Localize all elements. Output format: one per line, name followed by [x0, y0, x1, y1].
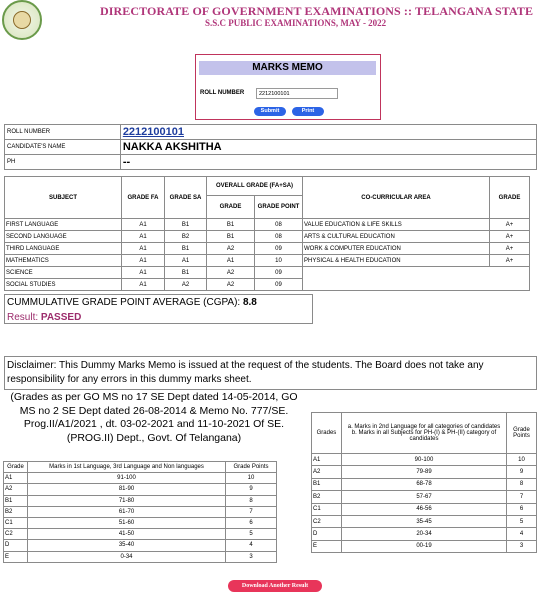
co-area-cell: WORK & COMPUTER EDUCATION: [303, 243, 490, 255]
grade-cell: D: [312, 528, 342, 540]
marks-cell: 79-89: [341, 466, 506, 478]
marks-header-b: b. Marks in all Subjects for PH-(I) & PH-(II) category of candidates: [351, 430, 497, 442]
grade-cell: A2: [207, 279, 255, 291]
points-cell: 8: [226, 495, 277, 506]
grade-table-languages: [3, 461, 277, 563]
point-cell: 09: [255, 279, 303, 291]
grade-cell: E: [312, 540, 342, 552]
subject-cell: SCIENCE: [5, 267, 122, 279]
points-cell: 3: [226, 551, 277, 562]
table-row: [5, 267, 530, 279]
points-cell: 10: [226, 473, 277, 484]
table-row: [5, 243, 530, 255]
fa-cell: A1: [122, 267, 165, 279]
cgpa-result-box: [4, 294, 313, 324]
candidate-info-table: [4, 124, 537, 170]
table-row: [312, 454, 537, 466]
grade-cell: B1: [207, 219, 255, 231]
points-cell: 9: [507, 466, 537, 478]
table-row: [4, 473, 277, 484]
points-cell: 7: [226, 506, 277, 517]
point-cell: 09: [255, 267, 303, 279]
emblem-center: [13, 11, 31, 29]
marks-cell: 51-60: [28, 517, 226, 528]
sa-cell: B1: [165, 267, 207, 279]
sa-cell: A1: [165, 255, 207, 267]
sa-cell: B1: [165, 243, 207, 255]
grade-cell: C2: [4, 529, 28, 540]
subject-cell: MATHEMATICS: [5, 255, 122, 267]
table-row: [312, 478, 537, 490]
cgpa-label: CUMMULATIVE GRADE POINT AVERAGE (CGPA):: [7, 297, 241, 308]
marks-header-a: a. Marks in 2nd Language for all categories of candidates: [347, 424, 501, 430]
co-area-empty-cell: [303, 267, 530, 291]
cgpa-value: 8.8: [242, 297, 257, 308]
grade-cell: B1: [312, 478, 342, 490]
marks-cell: 0-34: [28, 551, 226, 562]
grade-points-header: Grade Points: [226, 462, 277, 473]
subject-cell: THIRD LANGUAGE: [5, 243, 122, 255]
grade-cell: A1: [207, 255, 255, 267]
point-cell: 09: [255, 243, 303, 255]
page-subtitle: S.S.C PUBLIC EXAMINATIONS, MAY - 2022: [205, 18, 387, 28]
subject-header: SUBJECT: [5, 177, 122, 219]
grade-table-second-language: [311, 412, 537, 553]
grade-cell: A2: [312, 466, 342, 478]
marks-cell: 91-100: [28, 473, 226, 484]
ph-label: PH: [5, 155, 121, 170]
table-row: [4, 506, 277, 517]
point-cell: 08: [255, 231, 303, 243]
points-cell: 9: [226, 484, 277, 495]
grade-table-header-row: [312, 413, 537, 454]
co-area-cell: PHYSICAL & HEALTH EDUCATION: [303, 255, 490, 267]
sa-cell: B1: [165, 219, 207, 231]
marks-cell: 57-67: [341, 491, 506, 503]
info-row-roll: [5, 125, 537, 140]
points-cell: 4: [226, 540, 277, 551]
grades-header: Grades: [312, 413, 342, 454]
co-area-cell: VALUE EDUCATION & LIFE SKILLS: [303, 219, 490, 231]
roll-number-label: ROLL NUMBER: [200, 90, 245, 96]
table-row: [4, 495, 277, 506]
co-curricular-header: CO-CURRICULAR AREA: [303, 177, 490, 219]
marks-cell: 35-45: [341, 515, 506, 527]
roll-number-link[interactable]: 2212100101: [122, 126, 184, 138]
grade-cell: A2: [4, 484, 28, 495]
points-cell: 3: [507, 540, 537, 552]
table-row: [312, 466, 537, 478]
marks-cell: 61-70: [28, 506, 226, 517]
subject-cell: SECOND LANGUAGE: [5, 231, 122, 243]
co-grade-cell: A+: [490, 219, 530, 231]
marks-cell: 90-100: [341, 454, 506, 466]
grade-cell: C1: [312, 503, 342, 515]
marks-cell: 35-40: [28, 540, 226, 551]
subject-cell: SOCIAL STUDIES: [5, 279, 122, 291]
marks-memo-form: [195, 54, 381, 120]
marks-cell: 68-78: [341, 478, 506, 490]
grade-table-header-row: [4, 462, 277, 473]
fa-cell: A1: [122, 219, 165, 231]
table-row: [312, 515, 537, 527]
page-title: DIRECTORATE OF GOVERNMENT EXAMINATIONS :: TELANGANA STATE: [100, 4, 534, 18]
grade-cell: C2: [312, 515, 342, 527]
table-row: [5, 231, 530, 243]
info-row-ph: [5, 155, 537, 170]
table-row: [4, 484, 277, 495]
result-label: Result:: [7, 312, 39, 323]
co-grade-cell: A+: [490, 231, 530, 243]
grade-sa-header: GRADE SA: [165, 177, 207, 219]
grade-cell: D: [4, 540, 28, 551]
grade-cell: A2: [207, 243, 255, 255]
marks-header: [341, 413, 506, 454]
fa-cell: A1: [122, 279, 165, 291]
marks-cell: 71-80: [28, 495, 226, 506]
fa-cell: A1: [122, 255, 165, 267]
fa-cell: A1: [122, 231, 165, 243]
grades-note: (Grades as per GO MS no 17 SE Dept dated 14-05-2014, GO MS no 2 SE Dept dated 26-08-2014 & Memo No. 777/SE. Prog.II/A1/2021 , dt. 03-02-2021 and 11-10-2021 Of SE.(PROG.II) Dept., Govt. Of Telangana): [10, 391, 298, 444]
download-another-result-button[interactable]: Download Another Result: [228, 580, 322, 592]
grade-cell: C1: [4, 517, 28, 528]
roll-number-value[interactable]: [120, 125, 536, 140]
points-cell: 4: [507, 528, 537, 540]
point-cell: 10: [255, 255, 303, 267]
fa-cell: A1: [122, 243, 165, 255]
co-grade-cell: A+: [490, 255, 530, 267]
table-row: [4, 517, 277, 528]
grade-cell: A2: [207, 267, 255, 279]
sa-cell: B2: [165, 231, 207, 243]
grade-cell: A1: [312, 454, 342, 466]
page-header: [0, 0, 537, 42]
table-row: [312, 503, 537, 515]
marks-header: Marks in 1st Language, 3rd Language and Non languages: [28, 462, 226, 473]
grade-cell: A1: [4, 473, 28, 484]
roll-number-label: ROLL NUMBER: [5, 125, 121, 140]
points-cell: 7: [507, 491, 537, 503]
table-row: [312, 540, 537, 552]
table-row: [312, 528, 537, 540]
co-grade-cell: A+: [490, 243, 530, 255]
points-cell: 5: [507, 515, 537, 527]
roll-number-input[interactable]: [256, 88, 338, 99]
submit-button[interactable]: Submit: [254, 107, 286, 116]
disclaimer-box: [4, 356, 537, 390]
telangana-emblem-logo: [2, 0, 42, 40]
co-grade-header: GRADE: [490, 177, 530, 219]
grade-cell: E: [4, 551, 28, 562]
subject-cell: FIRST LANGUAGE: [5, 219, 122, 231]
point-cell: 08: [255, 219, 303, 231]
grade-header: Grade: [4, 462, 28, 473]
table-row: [4, 529, 277, 540]
marks-cell: 20-34: [341, 528, 506, 540]
info-row-name: [5, 140, 537, 155]
overall-grade-header: OVERALL GRADE (FA+SA): [207, 177, 303, 196]
points-cell: 5: [226, 529, 277, 540]
marks-cell: 46-56: [341, 503, 506, 515]
memo-title: MARKS MEMO: [199, 61, 376, 75]
result-value: PASSED: [40, 312, 82, 323]
table-row: [5, 219, 530, 231]
grade-cell: B1: [4, 495, 28, 506]
overall-grade-subheader: GRADE: [207, 196, 255, 219]
cgpa-line: [7, 297, 257, 308]
grade-cell: B1: [207, 231, 255, 243]
table-row: [312, 491, 537, 503]
co-area-cell: ARTS & CULTURAL EDUCATION: [303, 231, 490, 243]
points-cell: 6: [507, 503, 537, 515]
marks-header-row: [5, 177, 530, 196]
grade-fa-header: GRADE FA: [122, 177, 165, 219]
candidate-name-value: NAKKA AKSHITHA: [120, 140, 536, 155]
sa-cell: A2: [165, 279, 207, 291]
points-cell: 6: [226, 517, 277, 528]
marks-table: [4, 176, 530, 291]
result-line: [7, 312, 81, 323]
table-row: [5, 255, 530, 267]
print-button[interactable]: Print: [292, 107, 324, 116]
ph-value: --: [120, 155, 536, 170]
marks-cell: 81-90: [28, 484, 226, 495]
grade-cell: B2: [312, 491, 342, 503]
candidate-name-label: CANDIDATE'S NAME: [5, 140, 121, 155]
marks-cell: 41-50: [28, 529, 226, 540]
grade-cell: B2: [4, 506, 28, 517]
points-cell: 8: [507, 478, 537, 490]
grade-point-subheader: GRADE POINT: [255, 196, 303, 219]
points-cell: 10: [507, 454, 537, 466]
table-row: [4, 551, 277, 562]
disclaimer-text: Disclaimer: This Dummy Marks Memo is issued at the request of the students. The Board does not take any responsibility for any errors in this dummy marks sheet.: [7, 360, 484, 385]
marks-cell: 00-19: [341, 540, 506, 552]
table-row: [4, 540, 277, 551]
grade-points-header: Grade Points: [507, 413, 537, 454]
